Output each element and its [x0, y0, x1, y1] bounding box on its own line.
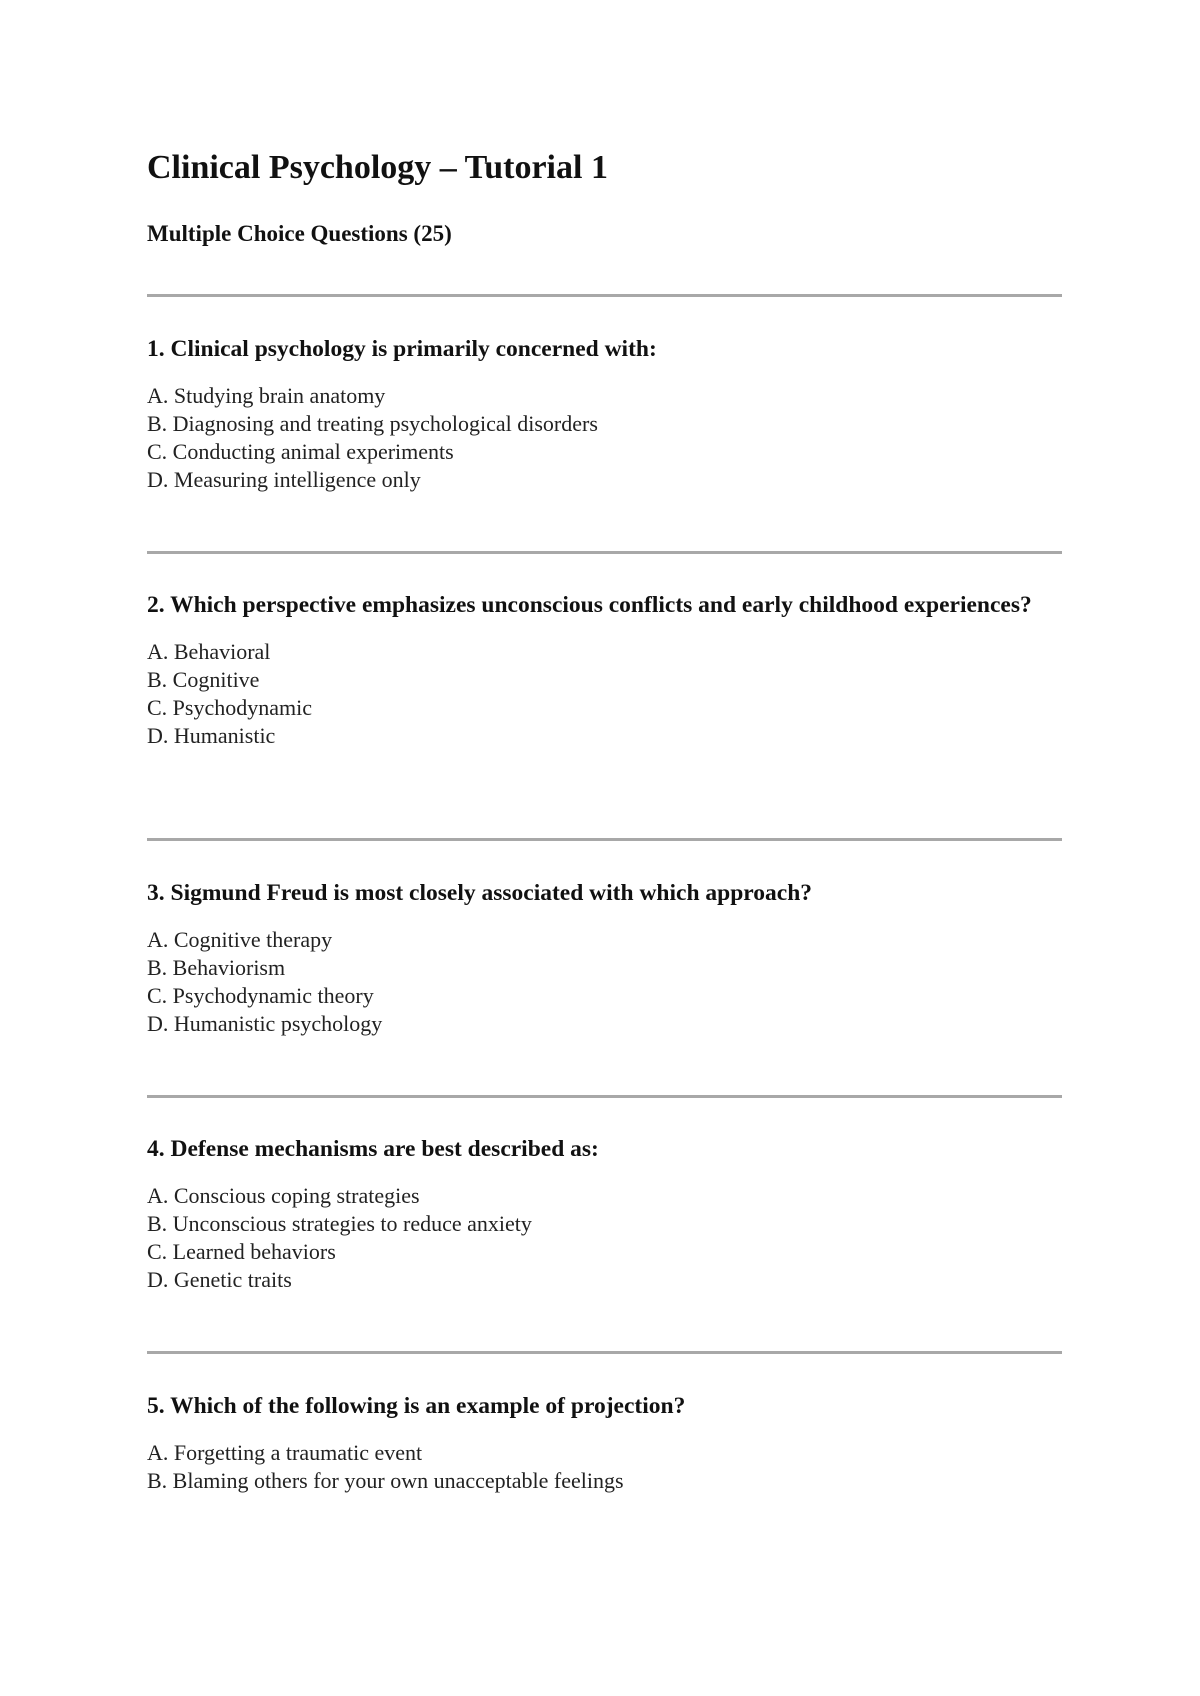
question-1 — [147, 334, 1062, 494]
option-c: C. Learned behaviors — [147, 1239, 336, 1264]
question-5 — [147, 1391, 1062, 1495]
document-subtitle: Multiple Choice Questions (25) — [147, 221, 452, 246]
option-b: B. Unconscious strategies to reduce anxiety — [147, 1211, 532, 1236]
option-a: A. Behavioral — [147, 639, 271, 664]
divider — [147, 1095, 1062, 1098]
option-a: A. Conscious coping strategies — [147, 1183, 420, 1208]
option-list — [147, 1439, 1062, 1495]
option-b: B. Cognitive — [147, 667, 260, 692]
option-c: C. Psychodynamic theory — [147, 983, 374, 1008]
option-a: A. Cognitive therapy — [147, 927, 333, 952]
question-3 — [147, 878, 1062, 1038]
option-b: B. Behaviorism — [147, 955, 286, 980]
option-d: D. Measuring intelligence only — [147, 467, 421, 492]
option-b: B. Blaming others for your own unacceptable feelings — [147, 1468, 624, 1493]
question-text: 2. Which perspective emphasizes unconscious conflicts and early childhood experiences? — [147, 592, 1032, 618]
option-list — [147, 638, 1062, 750]
option-a: A. Forgetting a traumatic event — [147, 1440, 423, 1465]
option-d: D. Genetic traits — [147, 1267, 292, 1292]
option-d: D. Humanistic psychology — [147, 1011, 383, 1036]
option-c: C. Psychodynamic — [147, 695, 312, 720]
divider — [147, 1351, 1062, 1354]
option-a: A. Studying brain anatomy — [147, 383, 386, 408]
question-text: 5. Which of the following is an example of projection? — [147, 1393, 686, 1419]
option-b: B. Diagnosing and treating psychological disorders — [147, 411, 598, 436]
question-4 — [147, 1134, 1062, 1294]
document-title: Clinical Psychology – Tutorial 1 — [147, 149, 608, 186]
divider — [147, 551, 1062, 554]
option-list — [147, 1182, 1062, 1294]
option-d: D. Humanistic — [147, 723, 276, 748]
question-text: 4. Defense mechanisms are best described as: — [147, 1136, 599, 1162]
question-text: 3. Sigmund Freud is most closely associated with which approach? — [147, 880, 813, 906]
option-c: C. Conducting animal experiments — [147, 439, 454, 464]
question-2 — [147, 590, 1062, 750]
divider — [147, 294, 1062, 297]
divider — [147, 838, 1062, 841]
question-text: 1. Clinical psychology is primarily concerned with: — [147, 336, 657, 362]
option-list — [147, 382, 1062, 494]
option-list — [147, 926, 1062, 1038]
